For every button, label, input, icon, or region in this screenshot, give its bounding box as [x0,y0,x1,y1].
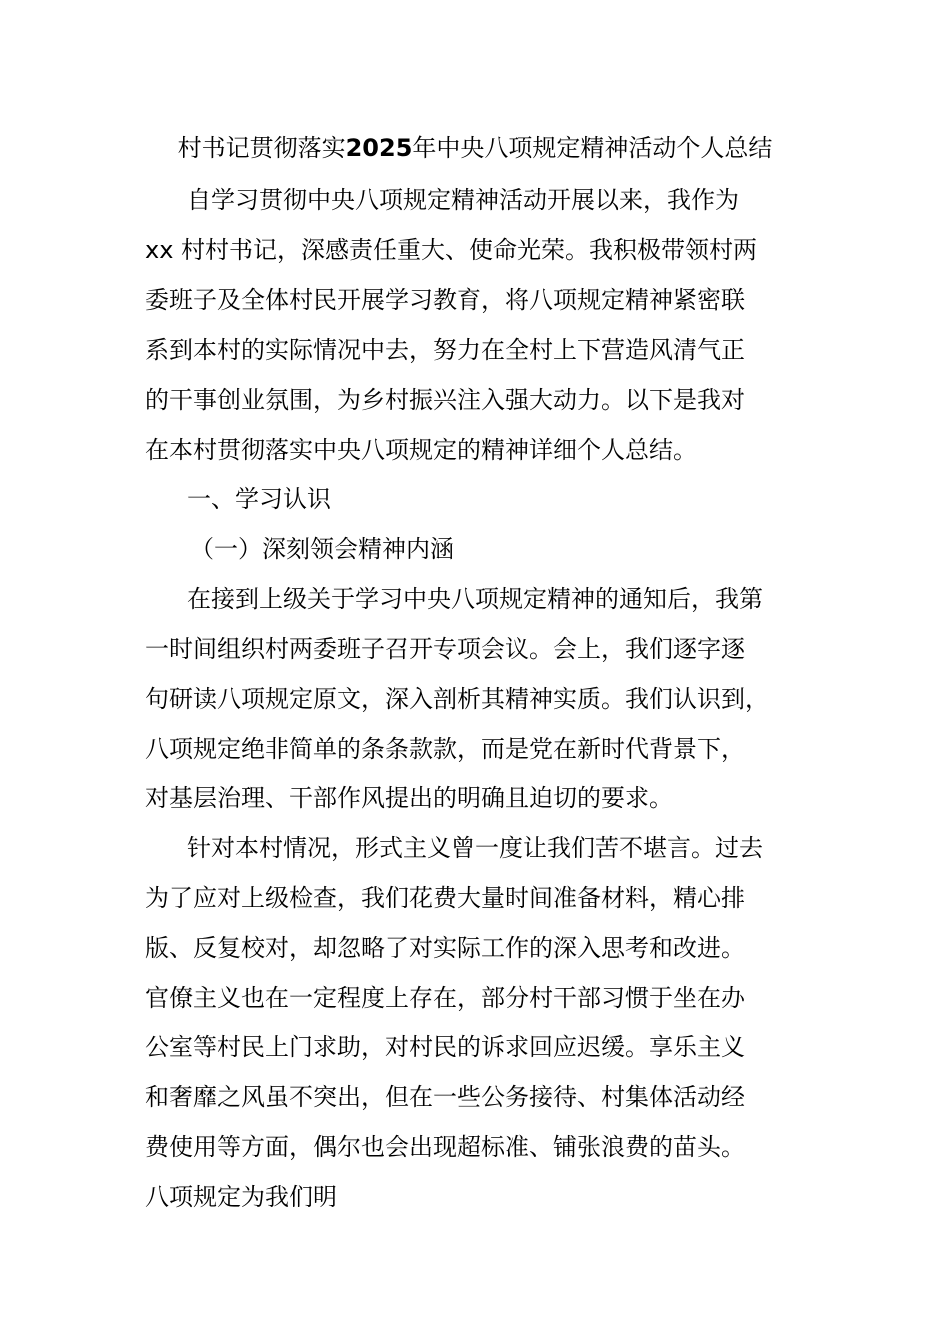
paragraph-line: 为了应对上级检查，我们花费大量时间准备材料，精心排 [145,884,745,912]
paragraph-line: 公室等村民上门求助，对村民的诉求回应迟缓。享乐主义 [145,1033,745,1061]
title-prefix: 村书记贯彻落实 [177,134,346,162]
paragraph-line: 官僚主义也在一定程度上存在，部分村干部习惯于坐在办 [145,984,745,1012]
subsection-heading: （一）深刻领会精神内涵 [190,535,454,563]
paragraph-line: 版、反复校对，却忽略了对实际工作的深入思考和改进。 [145,934,745,962]
paragraph-line: 针对本村情况，形式主义曾一度让我们苦不堪言。过去 [187,834,763,862]
paragraph-line: 句研读八项规定原文，深入剖析其精神实质。我们认识到， [145,685,769,713]
paragraph-line: 在接到上级关于学习中央八项规定精神的通知后，我第 [187,585,763,613]
paragraph-line: 对基层治理、干部作风提出的明确且迫切的要求。 [145,784,673,812]
paragraph-line: xx 村村书记，深感责任重大、使命光荣。我积极带领村两 [145,236,758,264]
title-suffix: 年中央八项规定精神活动个人总结 [412,134,773,162]
paragraph-line: 委班子及全体村民开展学习教育，将八项规定精神紧密联 [145,286,745,314]
paragraph-line: 的干事创业氛围，为乡村振兴注入强大动力。以下是我对 [145,386,745,414]
section-heading: 一、学习认识 [187,485,331,513]
document-title [0,128,950,168]
paragraph-line: 费使用等方面，偶尔也会出现超标准、铺张浪费的苗头。 [145,1133,745,1161]
paragraph-line: 八项规定绝非简单的条条款款，而是党在新时代背景下， [145,735,745,763]
paragraph-line: 在本村贯彻落实中央八项规定的精神详细个人总结。 [145,436,697,464]
paragraph-line: 系到本村的实际情况中去，努力在全村上下营造风清气正 [145,336,745,364]
paragraph-line: 八项规定为我们明 [145,1183,337,1211]
paragraph-line: 和奢靡之风虽不突出，但在一些公务接待、村集体活动经 [145,1083,745,1111]
paragraph-line: 一时间组织村两委班子召开专项会议。会上，我们逐字逐 [145,635,745,663]
paragraph-line: 自学习贯彻中央八项规定精神活动开展以来，我作为 [187,186,739,214]
title-year: 2025 [345,134,413,162]
